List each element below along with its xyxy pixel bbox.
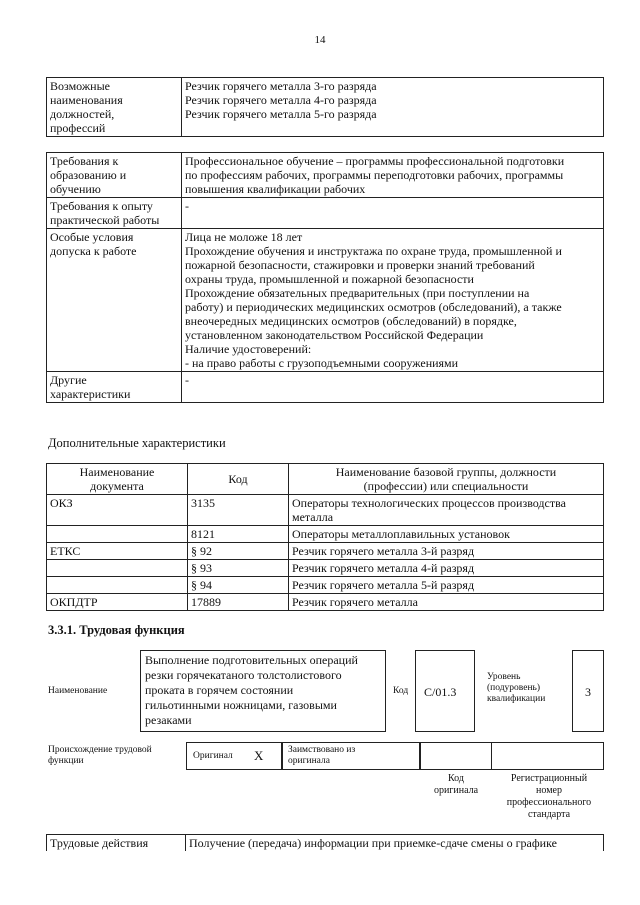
caption-line: Регистрационный (510, 773, 588, 784)
label-line: практической работы (50, 213, 160, 227)
group-cell: Резчик горячего металла (289, 594, 604, 611)
group-cell: Операторы металлоплавильных установок (289, 526, 604, 543)
value-line: Прохождение обязательных предварительных (при поступлении на (185, 286, 530, 300)
caption-line: номер (536, 785, 562, 796)
value-line: установленном законодательством Российской Федерации (185, 328, 484, 342)
document-cell (47, 577, 188, 594)
origin-label (48, 745, 152, 767)
label-line: Возможные (50, 79, 110, 93)
code-cell: 8121 (188, 526, 289, 543)
requirement-label (47, 372, 182, 403)
group-cell: Резчик горячего металла 3-й разряд (289, 543, 604, 560)
code-cell: 17889 (188, 594, 289, 611)
code-cell: 3135 (188, 495, 289, 526)
document-cell (47, 560, 188, 577)
table-row (47, 577, 604, 594)
position-name: Резчик горячего металла 5-го разряда (185, 107, 377, 121)
label-line: Уровень (487, 672, 521, 682)
qualification-level-label (487, 672, 545, 705)
function-name-box (140, 650, 386, 732)
registration-number-caption (494, 773, 604, 821)
label-line: должностей, (50, 107, 115, 121)
requirement-label (47, 198, 182, 229)
value-line: - (185, 373, 189, 387)
code-cell: § 93 (188, 560, 289, 577)
requirement-label (47, 229, 182, 372)
position-name: Резчик горячего металла 4-го разряда (185, 93, 377, 107)
label-line: Особые условия (50, 230, 134, 244)
header-line: Наименование (79, 465, 155, 479)
value-line: пожарной безопасности, стажировки и проверки знаний требований (185, 258, 535, 272)
document-cell: ЕТКС (47, 543, 188, 560)
table-row (47, 594, 604, 611)
code-cell: § 92 (188, 543, 289, 560)
table-row (47, 495, 604, 526)
label-line: Требования к опыту (50, 199, 153, 213)
page-number: 14 (314, 34, 326, 46)
table-row (47, 229, 604, 372)
column-header-code: Код (188, 464, 289, 495)
additional-characteristics-heading: Дополнительные характеристики (48, 436, 226, 450)
group-cell: Резчик горячего металла 4-й разряд (289, 560, 604, 577)
value-line: Профессиональное обучение – программы профессиональной подготовки (185, 154, 565, 168)
label-line: наименования (50, 93, 123, 107)
requirement-value (182, 198, 604, 229)
borrowed-label (288, 745, 355, 767)
possible-names-label (47, 78, 182, 137)
document-cell (47, 526, 188, 543)
qualification-level-box: 3 (572, 650, 604, 732)
function-name-line: проката в горячем состоянии (145, 683, 294, 697)
function-name-line: гильотинными ножницами, газовыми (145, 698, 337, 712)
caption-line: оригинала (433, 785, 479, 796)
labor-action-value: Получение (передача) информации при приемке-сдаче смены о графике (186, 835, 604, 852)
value-line: Прохождение обучения и инструктажа по охране труда, промышленной и (185, 244, 562, 258)
label-line: образованию и (50, 168, 127, 182)
label-line: функции (48, 756, 84, 766)
document-cell: ОКЗ (47, 495, 188, 526)
origin-code-cell (420, 742, 492, 770)
function-name-line: Выполнение подготовительных операций (145, 653, 358, 667)
value-line: Наличие удостоверений: (185, 342, 312, 356)
labor-function-heading: 3.3.1. Трудовая функция (48, 623, 185, 637)
value-line: Лица не моложе 18 лет (185, 230, 303, 244)
labor-actions-table (46, 834, 604, 851)
table-row (47, 543, 604, 560)
label-line: характеристики (50, 387, 131, 401)
value-line: - на право работы с грузоподъемными сооружениями (185, 356, 459, 370)
document-cell: ОКПДТР (47, 594, 188, 611)
original-label: Оригинал (193, 751, 233, 761)
label-line: (подуровень) (487, 683, 541, 693)
origin-code-caption (420, 773, 492, 797)
requirement-value (182, 372, 604, 403)
label-line: допуска к работе (50, 244, 137, 258)
value-line: повышения квалификации рабочих (185, 182, 366, 196)
value-line: по профессиям рабочих, программы переподготовки рабочих, программы (185, 168, 564, 182)
group-cell: Операторы технологических процессов производства металла (289, 495, 604, 526)
table-row (47, 560, 604, 577)
table-row (47, 372, 604, 403)
function-name-line: резки горячекатаного толстолистового (145, 668, 342, 682)
column-header-group (289, 464, 604, 495)
label-line: Происхождение трудовой (48, 745, 152, 755)
column-header-document (47, 464, 188, 495)
additional-characteristics-table (46, 463, 604, 611)
function-code-box: С/01.3 (415, 650, 475, 732)
label-line: оригинала (288, 756, 330, 766)
possible-names-table (46, 77, 604, 137)
value-line: внеочередных медицинских осмотров (обследований) в порядке, (185, 314, 517, 328)
table-row (47, 526, 604, 543)
label-line: Заимствовано из (288, 745, 356, 755)
header-line: (профессии) или специальности (363, 479, 529, 493)
caption-line: стандарта (527, 809, 571, 820)
value-line: - (185, 199, 189, 213)
original-mark: X (254, 748, 264, 763)
value-line: работу) и периодических медицинских осмотров (обследований), а также (185, 300, 562, 314)
code-label: Код (393, 686, 409, 696)
group-cell: Резчик горячего металла 5-й разряд (289, 577, 604, 594)
table-row (47, 835, 604, 852)
requirement-value (182, 229, 604, 372)
table-header-row (47, 464, 604, 495)
table-row (47, 153, 604, 198)
name-label: Наименование (48, 686, 108, 696)
possible-names-values (182, 78, 604, 137)
code-cell: § 94 (188, 577, 289, 594)
label-line: обучению (50, 182, 101, 196)
table-row (47, 198, 604, 229)
requirement-label (47, 153, 182, 198)
value-line: охраны труда, промышленной и пожарной безопасности (185, 272, 474, 286)
label-line: профессий (50, 121, 106, 135)
caption-line: профессионального (506, 797, 592, 808)
header-line: Наименование базовой группы, должности (335, 465, 557, 479)
position-name: Резчик горячего металла 3-го разряда (185, 79, 377, 93)
requirement-value (182, 153, 604, 198)
header-line: документа (90, 479, 144, 493)
requirements-table (46, 152, 604, 403)
label-line: Требования к (50, 154, 119, 168)
function-name-line: резаками (145, 713, 192, 727)
label-line: квалификации (487, 694, 546, 704)
caption-line: Код (448, 773, 464, 784)
labor-actions-label: Трудовые действия (47, 835, 186, 852)
label-line: Другие (50, 373, 87, 387)
